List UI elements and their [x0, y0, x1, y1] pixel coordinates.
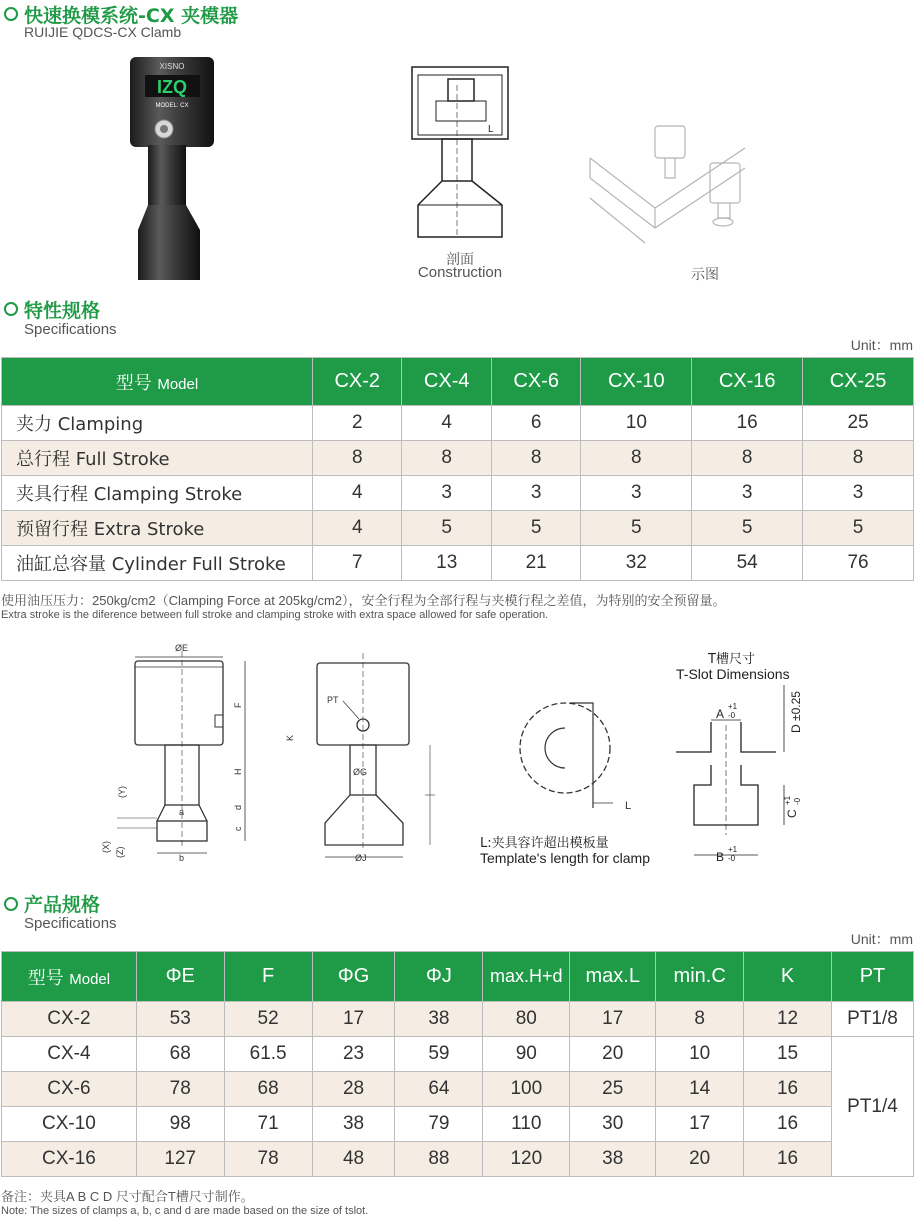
section-bullet-icon [4, 302, 18, 316]
col-header: PT [831, 952, 913, 1002]
col-header: F [224, 952, 312, 1002]
svg-text:ØG: ØG [353, 767, 368, 777]
svg-text:(Z): (Z) [115, 846, 125, 858]
specs-model-header: 型号 Model [2, 358, 313, 406]
pt-cell: PT1/4 [831, 1037, 913, 1177]
model-label: MODEL: CX [155, 103, 189, 109]
example-drawing [585, 118, 750, 248]
product-title: 产品规格 [24, 894, 101, 916]
product-subtitle: Specifications [24, 915, 117, 932]
svg-text:-0: -0 [793, 797, 802, 805]
svg-text:H: H [233, 768, 243, 775]
construction-drawing [408, 65, 513, 245]
construction-caption-cn: 剖面 [446, 251, 474, 267]
product-unit: Unit：mm [850, 931, 913, 947]
table-row: CX-16 127 78 48 88 120 38 20 16 [2, 1142, 914, 1177]
svg-text:IZQ: IZQ [157, 77, 187, 97]
tslot-title-cn: T槽尺寸 [708, 652, 755, 667]
svg-text:-0: -0 [728, 711, 736, 720]
svg-text:L: L [625, 800, 632, 812]
table-row: 夹具行程 Clamping Stroke 4 3 3 3 3 3 [2, 476, 914, 511]
specs-subtitle: Specifications [24, 321, 117, 338]
svg-text:(Y): (Y) [117, 786, 127, 798]
svg-text:+1: +1 [783, 795, 792, 805]
product-table [1, 951, 914, 1177]
specs-unit: Unit：mm [850, 337, 913, 353]
svg-text:a: a [179, 807, 185, 817]
col-header: min.C [656, 952, 744, 1002]
product-photo [128, 55, 218, 285]
svg-text:F: F [233, 702, 243, 708]
specs-title: 特性规格 [24, 300, 101, 322]
brand-text: XISNO [159, 62, 185, 71]
product-note-cn: 备注：夹具A B C D 尺寸配合T槽尺寸制作。 [1, 1189, 254, 1204]
col-header: ΦJ [395, 952, 483, 1002]
svg-text:A: A [716, 707, 725, 721]
specs-model-col: CX-2 [313, 358, 402, 406]
col-header: max.L [570, 952, 656, 1002]
page-subtitle: RUIJIE QDCS-CX Clamb [24, 24, 182, 40]
col-header: ΦG [312, 952, 395, 1002]
specs-note-en: Extra stroke is the diference between full stroke and clamping stroke with extra space allowed for safe operation. [1, 609, 549, 621]
table-row: CX-4 68 61.5 23 59 90 20 10 15 PT1/4 [2, 1037, 914, 1072]
svg-text:D ±0.25: D ±0.25 [789, 691, 803, 733]
page-title: 快速换模系统-CX 夹模器 [24, 5, 239, 27]
svg-text:-0: -0 [728, 854, 736, 863]
specs-model-col: CX-25 [803, 358, 914, 406]
table-row: CX-10 98 71 38 79 110 30 17 16 [2, 1107, 914, 1142]
table-row: 总行程 Full Stroke 8 8 8 8 8 8 [2, 441, 914, 476]
construction-caption-en: Construction [417, 264, 503, 281]
specs-model-col: CX-4 [402, 358, 491, 406]
svg-text:+1: +1 [728, 702, 738, 711]
template-caption-en: Template's length for clamp [480, 850, 650, 866]
specs-model-col: CX-16 [692, 358, 803, 406]
table-row: 夹力 Clamping 2 4 6 10 16 25 [2, 406, 914, 441]
svg-text:L: L [488, 124, 494, 135]
svg-text:PT: PT [327, 695, 339, 705]
table-row: CX-6 78 68 28 64 100 25 14 16 [2, 1072, 914, 1107]
tslot-drawing [676, 685, 826, 875]
svg-text:B: B [716, 850, 725, 864]
table-row: 油缸总容量 Cylinder Full Stroke 7 13 21 32 54 76 [2, 546, 914, 581]
specs-model-col: CX-10 [581, 358, 692, 406]
table-row: 预留行程 Extra Stroke 4 5 5 5 5 5 [2, 511, 914, 546]
svg-text:ØJ: ØJ [355, 853, 367, 863]
col-header: K [744, 952, 832, 1002]
svg-text:c: c [233, 826, 243, 831]
product-note-en: Note: The sizes of clamps a, b, c and d are made based on the size of tslot. [1, 1205, 369, 1217]
svg-text:ØE: ØE [175, 643, 189, 653]
col-header: ΦE [136, 952, 224, 1002]
table-row: CX-2 53 52 17 38 80 17 8 12 PT1/8 [2, 1002, 914, 1037]
pt-cell: PT1/8 [831, 1002, 913, 1037]
tslot-title-en: T-Slot Dimensions [676, 666, 790, 682]
svg-text:+1: +1 [728, 845, 738, 854]
section-bullet-icon [4, 7, 18, 21]
example-caption: 示图 [691, 266, 719, 282]
specs-table [1, 357, 914, 581]
specs-model-col: CX-6 [491, 358, 580, 406]
section-bullet-icon [4, 897, 18, 911]
col-header: max.H+d [483, 952, 570, 1002]
svg-text:K: K [285, 734, 295, 741]
svg-text:b: b [179, 853, 185, 863]
product-model-header: 型号 Model [2, 952, 137, 1002]
template-caption-cn: L:夹具容许超出模板量 [480, 836, 609, 851]
specs-note-cn: 使用油压压力：250kg/cm2（Clamping Force at 205kg/cm2），安全行程为全部行程与夹模行程之差值，为特别的安全预留量。 [1, 593, 726, 608]
svg-text:C: C [785, 809, 799, 818]
svg-text:(X): (X) [101, 841, 111, 853]
svg-text:d: d [233, 804, 243, 810]
